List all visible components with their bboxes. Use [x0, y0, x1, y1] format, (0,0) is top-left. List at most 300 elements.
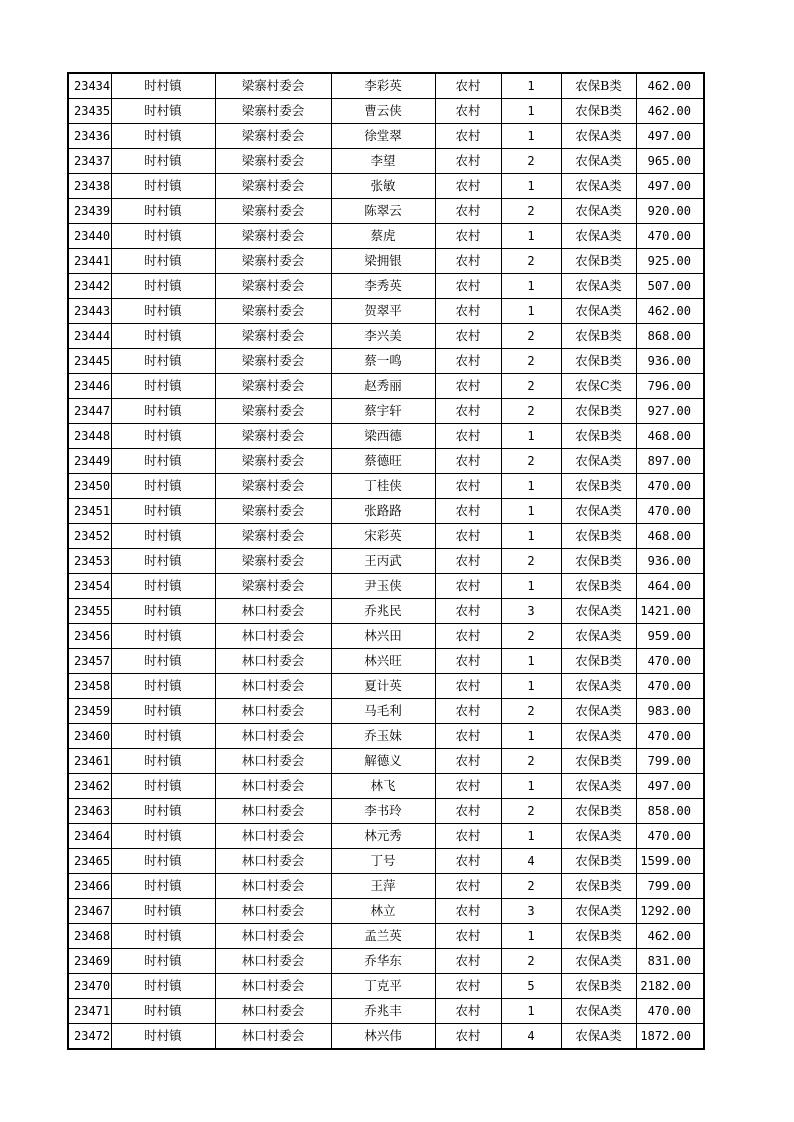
cell-household-count: 2 [501, 324, 561, 349]
cell-amount: 470.00 [636, 649, 704, 674]
table-row [68, 624, 704, 649]
cell-village-committee: 林口村委会 [215, 1024, 331, 1050]
cell-resident-name: 徐堂翠 [331, 124, 435, 149]
cell-village-committee: 梁寨村委会 [215, 174, 331, 199]
cell-amount: 897.00 [636, 449, 704, 474]
cell-area-type: 农村 [435, 224, 501, 249]
cell-household-count: 2 [501, 874, 561, 899]
cell-amount: 470.00 [636, 824, 704, 849]
cell-household-count: 1 [501, 724, 561, 749]
cell-village-committee: 林口村委会 [215, 674, 331, 699]
cell-resident-name: 丁克平 [331, 974, 435, 999]
cell-area-type: 农村 [435, 674, 501, 699]
cell-town-name: 时村镇 [111, 624, 215, 649]
cell-area-type: 农村 [435, 449, 501, 474]
cell-record-id: 23439 [68, 199, 111, 224]
cell-village-committee: 梁寨村委会 [215, 124, 331, 149]
cell-insurance-category: 农保B类 [561, 574, 636, 599]
cell-household-count: 2 [501, 149, 561, 174]
cell-amount: 470.00 [636, 724, 704, 749]
cell-area-type: 农村 [435, 624, 501, 649]
table-row [68, 699, 704, 724]
cell-town-name: 时村镇 [111, 824, 215, 849]
cell-household-count: 1 [501, 124, 561, 149]
cell-amount: 799.00 [636, 749, 704, 774]
cell-resident-name: 林兴伟 [331, 1024, 435, 1050]
table-row [68, 599, 704, 624]
cell-household-count: 1 [501, 424, 561, 449]
cell-resident-name: 马毛利 [331, 699, 435, 724]
table-row [68, 824, 704, 849]
cell-record-id: 23469 [68, 949, 111, 974]
cell-area-type: 农村 [435, 299, 501, 324]
cell-insurance-category: 农保B类 [561, 349, 636, 374]
cell-insurance-category: 农保A类 [561, 624, 636, 649]
cell-insurance-category: 农保A类 [561, 599, 636, 624]
cell-insurance-category: 农保B类 [561, 524, 636, 549]
cell-amount: 936.00 [636, 349, 704, 374]
cell-insurance-category: 农保B类 [561, 849, 636, 874]
cell-area-type: 农村 [435, 574, 501, 599]
cell-amount: 1421.00 [636, 599, 704, 624]
cell-area-type: 农村 [435, 149, 501, 174]
cell-amount: 464.00 [636, 574, 704, 599]
cell-town-name: 时村镇 [111, 249, 215, 274]
cell-record-id: 23437 [68, 149, 111, 174]
cell-area-type: 农村 [435, 499, 501, 524]
cell-insurance-category: 农保A类 [561, 999, 636, 1024]
cell-household-count: 1 [501, 999, 561, 1024]
cell-area-type: 农村 [435, 1024, 501, 1050]
cell-record-id: 23464 [68, 824, 111, 849]
cell-resident-name: 张路路 [331, 499, 435, 524]
cell-area-type: 农村 [435, 799, 501, 824]
cell-town-name: 时村镇 [111, 149, 215, 174]
cell-resident-name: 丁桂侠 [331, 474, 435, 499]
cell-amount: 799.00 [636, 874, 704, 899]
cell-household-count: 2 [501, 199, 561, 224]
table-row [68, 949, 704, 974]
cell-amount: 470.00 [636, 674, 704, 699]
cell-area-type: 农村 [435, 524, 501, 549]
cell-resident-name: 李兴美 [331, 324, 435, 349]
cell-record-id: 23438 [68, 174, 111, 199]
cell-town-name: 时村镇 [111, 574, 215, 599]
cell-amount: 462.00 [636, 99, 704, 124]
cell-area-type: 农村 [435, 599, 501, 624]
cell-village-committee: 林口村委会 [215, 999, 331, 1024]
cell-resident-name: 陈翠云 [331, 199, 435, 224]
cell-record-id: 23465 [68, 849, 111, 874]
cell-record-id: 23451 [68, 499, 111, 524]
cell-resident-name: 林元秀 [331, 824, 435, 849]
cell-amount: 983.00 [636, 699, 704, 724]
table-row [68, 524, 704, 549]
cell-town-name: 时村镇 [111, 299, 215, 324]
cell-town-name: 时村镇 [111, 1024, 215, 1050]
cell-insurance-category: 农保B类 [561, 73, 636, 99]
cell-amount: 468.00 [636, 524, 704, 549]
assistance-ledger-table [67, 72, 705, 1050]
cell-resident-name: 王萍 [331, 874, 435, 899]
table-row [68, 849, 704, 874]
cell-village-committee: 梁寨村委会 [215, 149, 331, 174]
cell-amount: 470.00 [636, 224, 704, 249]
cell-village-committee: 梁寨村委会 [215, 574, 331, 599]
cell-resident-name: 林飞 [331, 774, 435, 799]
cell-village-committee: 林口村委会 [215, 624, 331, 649]
table-row [68, 974, 704, 999]
cell-insurance-category: 农保A类 [561, 499, 636, 524]
cell-village-committee: 梁寨村委会 [215, 199, 331, 224]
cell-household-count: 1 [501, 299, 561, 324]
cell-household-count: 5 [501, 974, 561, 999]
cell-record-id: 23435 [68, 99, 111, 124]
cell-town-name: 时村镇 [111, 474, 215, 499]
table-row [68, 874, 704, 899]
cell-record-id: 23461 [68, 749, 111, 774]
table-row [68, 324, 704, 349]
cell-amount: 965.00 [636, 149, 704, 174]
cell-record-id: 23434 [68, 73, 111, 99]
table-row [68, 1024, 704, 1050]
cell-insurance-category: 农保B类 [561, 799, 636, 824]
cell-insurance-category: 农保B类 [561, 324, 636, 349]
cell-resident-name: 解德义 [331, 749, 435, 774]
table-row [68, 174, 704, 199]
cell-area-type: 农村 [435, 649, 501, 674]
cell-household-count: 1 [501, 524, 561, 549]
cell-area-type: 农村 [435, 749, 501, 774]
cell-area-type: 农村 [435, 549, 501, 574]
cell-insurance-category: 农保A类 [561, 199, 636, 224]
cell-household-count: 1 [501, 824, 561, 849]
cell-household-count: 2 [501, 949, 561, 974]
cell-town-name: 时村镇 [111, 649, 215, 674]
cell-resident-name: 蔡宇轩 [331, 399, 435, 424]
cell-record-id: 23458 [68, 674, 111, 699]
table-row [68, 399, 704, 424]
cell-household-count: 2 [501, 624, 561, 649]
cell-area-type: 农村 [435, 399, 501, 424]
cell-resident-name: 蔡德旺 [331, 449, 435, 474]
cell-amount: 497.00 [636, 174, 704, 199]
cell-village-committee: 林口村委会 [215, 924, 331, 949]
cell-household-count: 1 [501, 274, 561, 299]
cell-area-type: 农村 [435, 924, 501, 949]
table-row [68, 999, 704, 1024]
cell-village-committee: 梁寨村委会 [215, 374, 331, 399]
table-row [68, 424, 704, 449]
cell-insurance-category: 农保B类 [561, 874, 636, 899]
cell-resident-name: 乔兆丰 [331, 999, 435, 1024]
cell-record-id: 23468 [68, 924, 111, 949]
cell-area-type: 农村 [435, 724, 501, 749]
cell-area-type: 农村 [435, 99, 501, 124]
cell-amount: 925.00 [636, 249, 704, 274]
table-row [68, 799, 704, 824]
table-row [68, 349, 704, 374]
cell-area-type: 农村 [435, 424, 501, 449]
cell-village-committee: 梁寨村委会 [215, 474, 331, 499]
cell-insurance-category: 农保B类 [561, 549, 636, 574]
table-row [68, 299, 704, 324]
cell-area-type: 农村 [435, 249, 501, 274]
cell-town-name: 时村镇 [111, 424, 215, 449]
cell-town-name: 时村镇 [111, 499, 215, 524]
cell-town-name: 时村镇 [111, 949, 215, 974]
cell-record-id: 23471 [68, 999, 111, 1024]
cell-household-count: 4 [501, 1024, 561, 1050]
cell-insurance-category: 农保A类 [561, 174, 636, 199]
cell-household-count: 1 [501, 574, 561, 599]
cell-town-name: 时村镇 [111, 924, 215, 949]
cell-household-count: 1 [501, 73, 561, 99]
cell-village-committee: 梁寨村委会 [215, 299, 331, 324]
table-row [68, 574, 704, 599]
cell-village-committee: 梁寨村委会 [215, 399, 331, 424]
cell-area-type: 农村 [435, 324, 501, 349]
table-row [68, 73, 704, 99]
cell-amount: 470.00 [636, 999, 704, 1024]
cell-resident-name: 夏计英 [331, 674, 435, 699]
cell-amount: 462.00 [636, 299, 704, 324]
cell-household-count: 1 [501, 924, 561, 949]
cell-amount: 796.00 [636, 374, 704, 399]
table-row [68, 449, 704, 474]
cell-insurance-category: 农保A类 [561, 824, 636, 849]
cell-area-type: 农村 [435, 374, 501, 399]
table-row [68, 724, 704, 749]
cell-insurance-category: 农保A类 [561, 774, 636, 799]
cell-record-id: 23446 [68, 374, 111, 399]
cell-village-committee: 林口村委会 [215, 874, 331, 899]
cell-village-committee: 梁寨村委会 [215, 424, 331, 449]
table-row [68, 124, 704, 149]
cell-village-committee: 林口村委会 [215, 949, 331, 974]
cell-resident-name: 曹云侠 [331, 99, 435, 124]
cell-resident-name: 乔兆民 [331, 599, 435, 624]
cell-village-committee: 梁寨村委会 [215, 349, 331, 374]
cell-town-name: 时村镇 [111, 374, 215, 399]
cell-town-name: 时村镇 [111, 974, 215, 999]
cell-record-id: 23467 [68, 899, 111, 924]
cell-town-name: 时村镇 [111, 599, 215, 624]
cell-town-name: 时村镇 [111, 749, 215, 774]
cell-village-committee: 林口村委会 [215, 749, 331, 774]
cell-household-count: 1 [501, 224, 561, 249]
cell-household-count: 1 [501, 674, 561, 699]
cell-town-name: 时村镇 [111, 849, 215, 874]
cell-village-committee: 梁寨村委会 [215, 449, 331, 474]
cell-insurance-category: 农保B类 [561, 399, 636, 424]
cell-area-type: 农村 [435, 849, 501, 874]
cell-resident-name: 王丙武 [331, 549, 435, 574]
cell-insurance-category: 农保A类 [561, 899, 636, 924]
cell-area-type: 农村 [435, 73, 501, 99]
cell-town-name: 时村镇 [111, 124, 215, 149]
cell-area-type: 农村 [435, 124, 501, 149]
cell-amount: 868.00 [636, 324, 704, 349]
cell-amount: 468.00 [636, 424, 704, 449]
table-row [68, 674, 704, 699]
cell-town-name: 时村镇 [111, 73, 215, 99]
cell-town-name: 时村镇 [111, 324, 215, 349]
cell-town-name: 时村镇 [111, 799, 215, 824]
table-row [68, 649, 704, 674]
cell-town-name: 时村镇 [111, 549, 215, 574]
table-row [68, 774, 704, 799]
cell-household-count: 2 [501, 249, 561, 274]
cell-village-committee: 林口村委会 [215, 599, 331, 624]
table-row [68, 99, 704, 124]
cell-village-committee: 林口村委会 [215, 699, 331, 724]
cell-record-id: 23466 [68, 874, 111, 899]
cell-amount: 1599.00 [636, 849, 704, 874]
cell-record-id: 23443 [68, 299, 111, 324]
cell-village-committee: 梁寨村委会 [215, 73, 331, 99]
cell-resident-name: 林兴田 [331, 624, 435, 649]
table-row [68, 899, 704, 924]
cell-area-type: 农村 [435, 349, 501, 374]
cell-record-id: 23455 [68, 599, 111, 624]
cell-household-count: 1 [501, 474, 561, 499]
cell-town-name: 时村镇 [111, 199, 215, 224]
cell-household-count: 2 [501, 374, 561, 399]
cell-town-name: 时村镇 [111, 874, 215, 899]
cell-record-id: 23454 [68, 574, 111, 599]
table-body [68, 73, 704, 1049]
cell-amount: 470.00 [636, 499, 704, 524]
cell-town-name: 时村镇 [111, 524, 215, 549]
cell-village-committee: 林口村委会 [215, 724, 331, 749]
cell-village-committee: 梁寨村委会 [215, 224, 331, 249]
cell-village-committee: 林口村委会 [215, 824, 331, 849]
table-row [68, 374, 704, 399]
cell-insurance-category: 农保A类 [561, 149, 636, 174]
cell-resident-name: 孟兰英 [331, 924, 435, 949]
cell-area-type: 农村 [435, 899, 501, 924]
cell-resident-name: 林兴旺 [331, 649, 435, 674]
cell-record-id: 23436 [68, 124, 111, 149]
cell-resident-name: 李彩英 [331, 73, 435, 99]
cell-insurance-category: 农保A类 [561, 299, 636, 324]
cell-area-type: 农村 [435, 774, 501, 799]
table-row [68, 499, 704, 524]
cell-amount: 462.00 [636, 924, 704, 949]
cell-insurance-category: 农保A类 [561, 124, 636, 149]
cell-town-name: 时村镇 [111, 724, 215, 749]
cell-area-type: 农村 [435, 999, 501, 1024]
cell-area-type: 农村 [435, 174, 501, 199]
cell-insurance-category: 农保A类 [561, 224, 636, 249]
cell-household-count: 3 [501, 899, 561, 924]
cell-town-name: 时村镇 [111, 674, 215, 699]
cell-amount: 920.00 [636, 199, 704, 224]
cell-resident-name: 李秀英 [331, 274, 435, 299]
cell-amount: 497.00 [636, 774, 704, 799]
cell-record-id: 23472 [68, 1024, 111, 1050]
cell-insurance-category: 农保B类 [561, 249, 636, 274]
cell-amount: 831.00 [636, 949, 704, 974]
cell-area-type: 农村 [435, 824, 501, 849]
cell-record-id: 23459 [68, 699, 111, 724]
table-row [68, 149, 704, 174]
cell-record-id: 23452 [68, 524, 111, 549]
cell-town-name: 时村镇 [111, 174, 215, 199]
cell-resident-name: 丁号 [331, 849, 435, 874]
cell-resident-name: 林立 [331, 899, 435, 924]
cell-record-id: 23440 [68, 224, 111, 249]
cell-household-count: 1 [501, 99, 561, 124]
cell-amount: 936.00 [636, 549, 704, 574]
cell-amount: 959.00 [636, 624, 704, 649]
table-row [68, 549, 704, 574]
cell-household-count: 3 [501, 599, 561, 624]
cell-town-name: 时村镇 [111, 224, 215, 249]
cell-record-id: 23444 [68, 324, 111, 349]
cell-village-committee: 梁寨村委会 [215, 99, 331, 124]
cell-amount: 1872.00 [636, 1024, 704, 1050]
cell-insurance-category: 农保C类 [561, 374, 636, 399]
cell-insurance-category: 农保A类 [561, 1024, 636, 1050]
cell-record-id: 23448 [68, 424, 111, 449]
cell-record-id: 23457 [68, 649, 111, 674]
cell-resident-name: 梁西德 [331, 424, 435, 449]
cell-household-count: 2 [501, 799, 561, 824]
cell-insurance-category: 农保B类 [561, 749, 636, 774]
cell-insurance-category: 农保B类 [561, 974, 636, 999]
cell-record-id: 23463 [68, 799, 111, 824]
cell-town-name: 时村镇 [111, 699, 215, 724]
cell-resident-name: 梁拥银 [331, 249, 435, 274]
cell-amount: 462.00 [636, 73, 704, 99]
cell-area-type: 农村 [435, 199, 501, 224]
cell-record-id: 23445 [68, 349, 111, 374]
cell-town-name: 时村镇 [111, 349, 215, 374]
cell-amount: 927.00 [636, 399, 704, 424]
cell-household-count: 2 [501, 699, 561, 724]
table-row [68, 749, 704, 774]
cell-insurance-category: 农保B类 [561, 649, 636, 674]
cell-area-type: 农村 [435, 949, 501, 974]
cell-town-name: 时村镇 [111, 899, 215, 924]
cell-record-id: 23456 [68, 624, 111, 649]
cell-record-id: 23450 [68, 474, 111, 499]
cell-record-id: 23441 [68, 249, 111, 274]
cell-amount: 2182.00 [636, 974, 704, 999]
table-row [68, 224, 704, 249]
cell-resident-name: 李望 [331, 149, 435, 174]
table-row [68, 274, 704, 299]
cell-household-count: 1 [501, 499, 561, 524]
cell-area-type: 农村 [435, 699, 501, 724]
cell-record-id: 23462 [68, 774, 111, 799]
cell-household-count: 2 [501, 749, 561, 774]
cell-insurance-category: 农保A类 [561, 949, 636, 974]
cell-area-type: 农村 [435, 274, 501, 299]
cell-village-committee: 林口村委会 [215, 774, 331, 799]
cell-amount: 470.00 [636, 474, 704, 499]
cell-record-id: 23470 [68, 974, 111, 999]
cell-resident-name: 乔玉妹 [331, 724, 435, 749]
cell-village-committee: 林口村委会 [215, 849, 331, 874]
cell-amount: 858.00 [636, 799, 704, 824]
cell-resident-name: 赵秀丽 [331, 374, 435, 399]
table-row [68, 199, 704, 224]
cell-village-committee: 梁寨村委会 [215, 249, 331, 274]
cell-record-id: 23453 [68, 549, 111, 574]
